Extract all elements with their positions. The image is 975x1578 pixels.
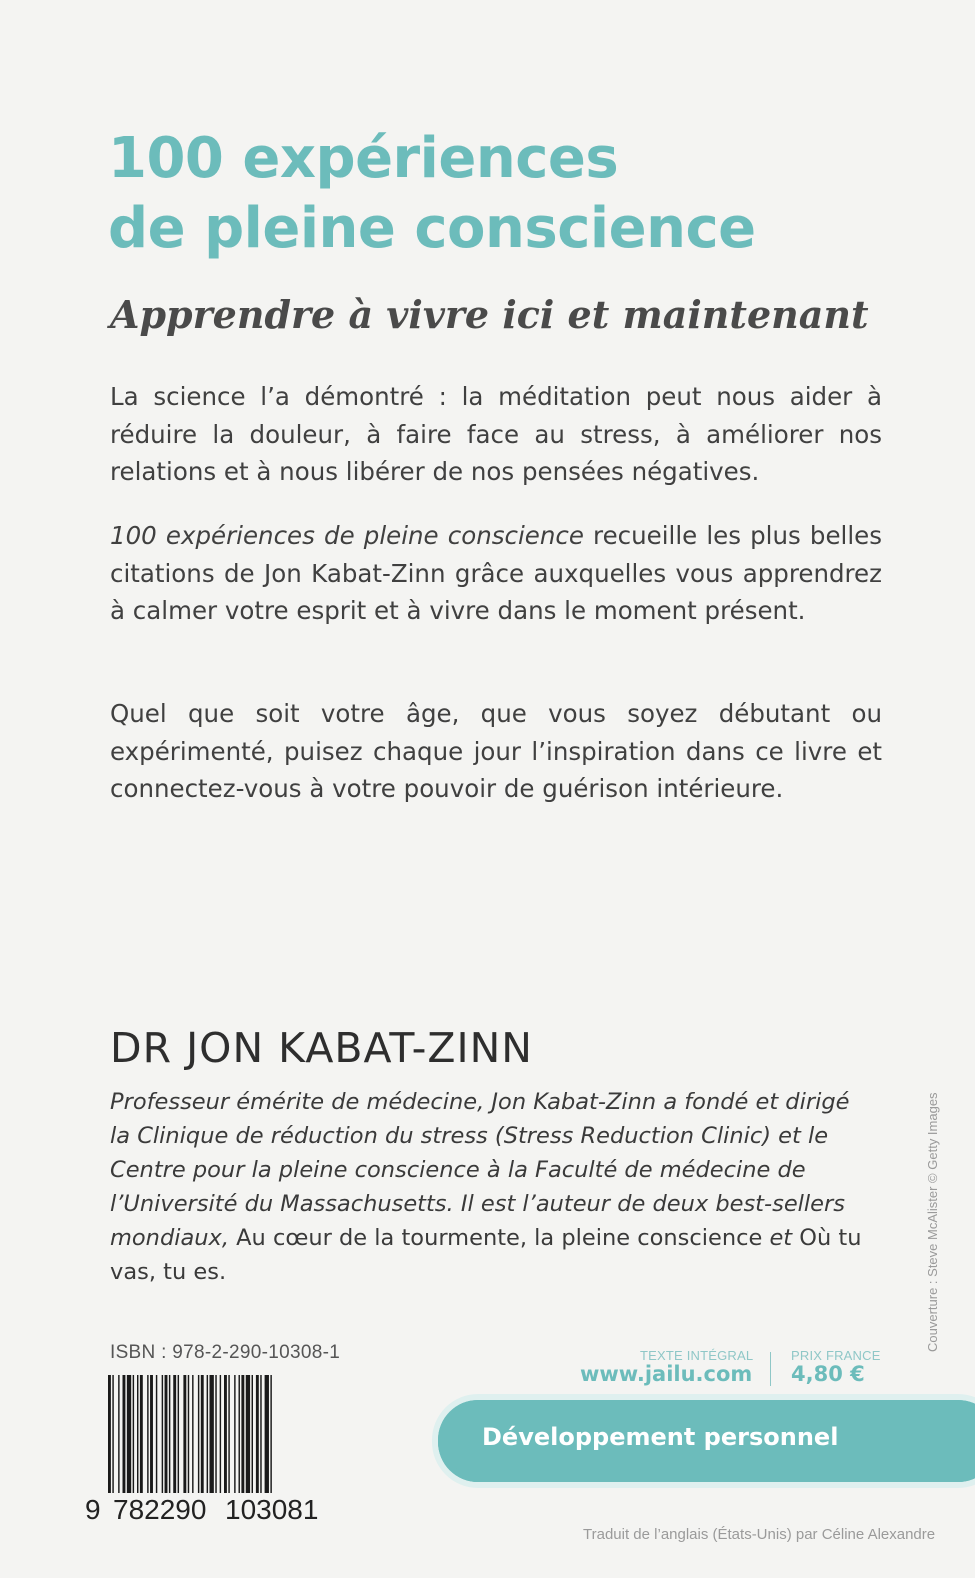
author-bio	[110, 1085, 870, 1289]
barcode-bar	[169, 1375, 170, 1493]
barcode-bar	[162, 1375, 163, 1493]
barcode-bar	[239, 1375, 240, 1493]
translator-credit: Traduit de l’anglais (États-Unis) par Céline Alexandre	[583, 1526, 936, 1543]
barcode-bar	[183, 1375, 186, 1493]
book-subtitle: Apprendre à vivre ici et maintenant	[110, 292, 869, 337]
title-line-2: de pleine conscience	[108, 196, 756, 261]
price-label: PRIX FRANCE	[791, 1348, 881, 1363]
price-divider	[770, 1352, 771, 1386]
barcode-bar	[270, 1375, 271, 1493]
barcode-bar	[201, 1375, 204, 1493]
barcode-bar	[123, 1375, 126, 1493]
blurb-paragraph-2	[110, 517, 882, 630]
barcode-bar	[234, 1375, 235, 1493]
author-bio-connector: et	[762, 1225, 800, 1251]
book-title	[108, 124, 928, 264]
blurb-paragraph-2-text: recueille les plus belles citations de Jon Kabat-Zinn grâce auxquelles vous apprendrez à calmer votre esprit et à vivre dans le moment présent.	[110, 521, 882, 625]
barcode-bar	[207, 1375, 208, 1493]
barcode-bar	[173, 1375, 176, 1493]
barcode-bar	[127, 1375, 131, 1493]
barcode-bar	[210, 1375, 214, 1493]
category-label: Développement personnel	[482, 1423, 839, 1451]
barcode-bar	[265, 1375, 269, 1493]
blurb-paragraph-1: La science l’a démontré : la méditation peut nous aider à réduire la douleur, à faire face au stress, à améliorer nos relations et à nous libérer de nos pensées négatives.	[110, 382, 882, 486]
barcode-bar	[188, 1375, 189, 1493]
barcode-digit-first: 9	[85, 1494, 101, 1525]
author-bio-end: .	[218, 1259, 227, 1285]
barcode-bar	[140, 1375, 143, 1493]
barcode-bar	[198, 1375, 199, 1493]
texte-integral-label: TEXTE INTÉGRAL	[640, 1348, 754, 1363]
barcode-bar	[224, 1375, 227, 1493]
barcode-digits-left: 782290	[113, 1494, 207, 1525]
barcode-bar	[260, 1375, 261, 1493]
author-book-title-1: Au cœur de la tourmente, la pleine conscience	[236, 1225, 763, 1251]
barcode-bar	[246, 1375, 250, 1493]
barcode-bar	[133, 1375, 134, 1493]
barcode	[108, 1375, 340, 1493]
barcode-bar	[178, 1375, 179, 1493]
author-book-title-2: Où tu vas, tu es	[110, 1225, 862, 1285]
barcode-bar	[118, 1375, 119, 1493]
barcode-bar	[165, 1375, 168, 1493]
barcode-bar	[147, 1375, 148, 1493]
barcode-bar	[112, 1375, 113, 1493]
barcode-bar	[215, 1375, 216, 1493]
cover-photo-credit: Couverture : Steve McAlister © Getty Images	[925, 1092, 940, 1352]
price-value: 4,80 €	[791, 1362, 865, 1386]
author-name: DR JON KABAT-ZINN	[110, 1024, 533, 1072]
barcode-bar	[228, 1375, 229, 1493]
barcode-bar	[137, 1375, 138, 1493]
barcode-bar	[156, 1375, 157, 1493]
author-bio-text: Professeur émérite de médecine, Jon Kabat-Zinn a fondé et dirigé la Clinique de réduction du stress (Stress Reduction Clinic) et le Centre pour la pleine conscience à la Faculté de médecine de l’Université du Massachusetts. Il est l’auteur de deux best-sellers mondiaux,	[110, 1089, 850, 1251]
barcode-bar	[241, 1375, 244, 1493]
blurb-book-title: 100 expériences de pleine conscience	[110, 521, 584, 550]
barcode-bar	[192, 1375, 193, 1493]
barcode-bar	[150, 1375, 153, 1493]
barcode-bar	[256, 1375, 259, 1493]
barcode-digits-right: 103081	[225, 1494, 319, 1525]
barcode-bar	[108, 1375, 111, 1493]
barcode-bar	[220, 1375, 221, 1493]
publisher-url: www.jailu.com	[580, 1362, 753, 1386]
blurb-paragraph-3: Quel que soit votre âge, que vous soyez débutant ou expérimenté, puisez chaque jour l’inspiration dans ce livre et connectez-vous à votre pouvoir de guérison intérieure.	[110, 699, 882, 803]
barcode-bar	[252, 1375, 253, 1493]
title-line-1: 100 expériences	[108, 126, 619, 191]
isbn-label: ISBN : 978-2-290-10308-1	[110, 1342, 341, 1363]
